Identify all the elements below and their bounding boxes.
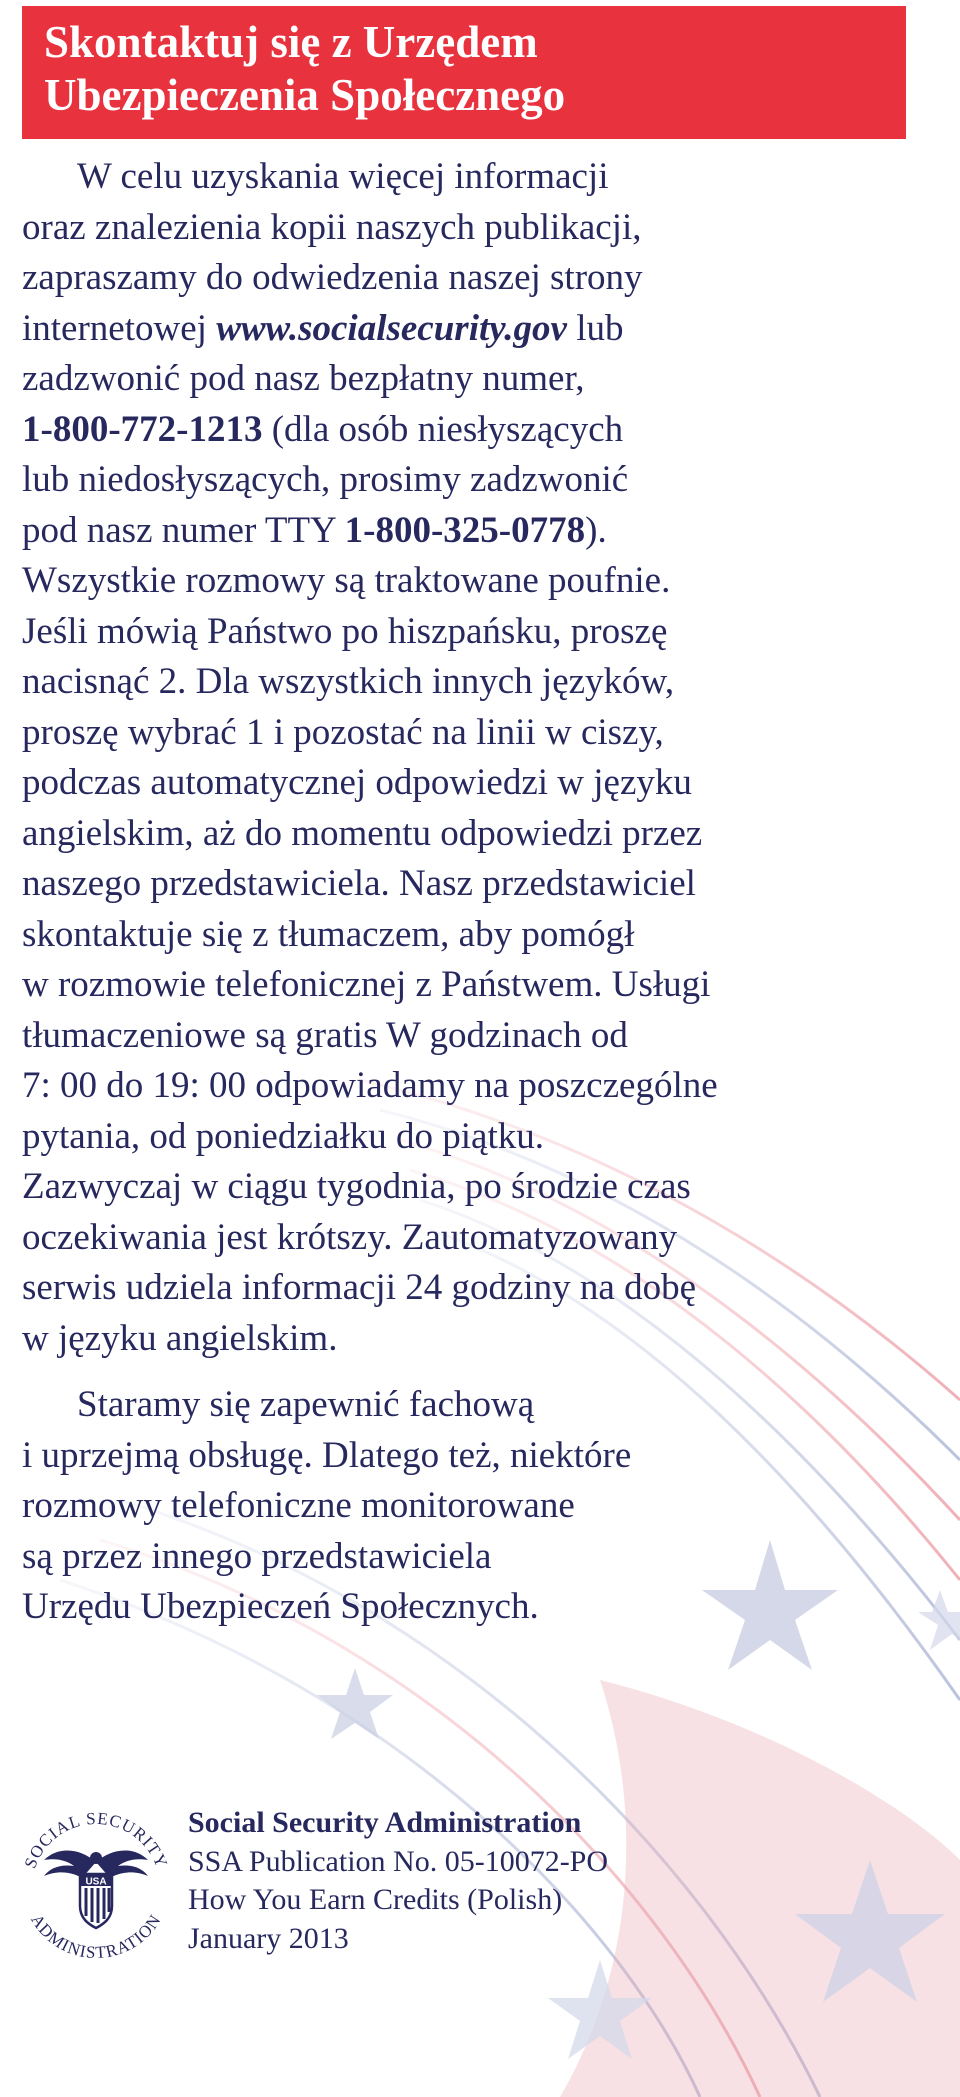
text-line (22, 960, 922, 1011)
text-run: Jeśli mówią Państwo po hiszpańsku, proszę (22, 610, 668, 652)
footer-org: Social Security Administration (188, 1806, 582, 1839)
text-line (22, 1213, 922, 1264)
text-run: nacisnąć 2. Dla wszystkich innych języków, (22, 661, 675, 702)
text-run: pod nasz numer TTY (22, 509, 345, 551)
text-run: zapraszamy do odwiedzenia naszej strony (22, 257, 643, 298)
text-line (22, 1011, 922, 1062)
text-run: w rozmowie telefonicznej z Państwem. Usługi (22, 964, 711, 1005)
text-run: skontaktuje się z tłumaczem, aby pomógł (22, 913, 635, 955)
contact-paragraph (22, 152, 922, 1364)
text-run: 7: 00 do 19: 00 odpowiadamy na poszczególne (22, 1065, 718, 1106)
text-run: pytania, od poniedziałku do piątku. (22, 1115, 544, 1157)
text-line (22, 1112, 922, 1163)
text-run: serwis udziela informacji 24 godziny na dobę (22, 1267, 697, 1308)
text-line (22, 253, 922, 304)
footer-publication-title: How You Earn Credits (Polish) (188, 1883, 563, 1916)
text-run: są przez innego przedstawiciela (22, 1535, 492, 1577)
header-banner (22, 6, 906, 139)
text-run: (dla osób niesłyszących (262, 408, 624, 450)
text-line (22, 1481, 922, 1532)
text-run: Staramy się zapewnić fachową (77, 1384, 535, 1425)
text-line (22, 758, 922, 809)
text-line (22, 708, 922, 759)
text-run: angielskim, aż do momentu odpowiedzi przez (22, 812, 703, 854)
title-line-1: Skontaktuj się z Urzędem (44, 17, 538, 67)
text-line (22, 607, 922, 658)
text-run: Wszystkie rozmowy są traktowane poufnie. (22, 560, 671, 601)
text-line (22, 304, 922, 355)
text-run: Zazwyczaj w ciągu tygodnia, po środzie czas (22, 1166, 691, 1207)
text-run: oczekiwania jest krótszy. Zautomatyzowany (22, 1216, 678, 1258)
text-run: lub niedosłyszących, prosimy zadzwonić (22, 459, 629, 500)
text-run: podczas automatycznej odpowiedzi w języku (22, 762, 692, 803)
text-line (22, 455, 922, 506)
text-line (22, 203, 922, 254)
text-line (22, 354, 922, 405)
text-line (22, 809, 922, 860)
text-line (22, 556, 922, 607)
text-line (22, 1532, 922, 1583)
text-run: rozmowy telefoniczne monitorowane (22, 1485, 575, 1526)
body-text (22, 152, 922, 1633)
text-run: i uprzejmą obsługę. Dlatego też, niektóre (22, 1434, 632, 1476)
phone-number: 1-800-772-1213 (22, 408, 263, 450)
service-paragraph (22, 1380, 922, 1633)
phone-number: 1-800-325-0778 (344, 509, 586, 551)
text-run: internetowej (22, 307, 217, 349)
text-line (22, 1314, 922, 1365)
text-run: proszę wybrać 1 i pozostać na linii w ciszy, (22, 711, 664, 753)
text-run: ). (585, 509, 607, 551)
title-line-2: Ubezpieczenia Społecznego (44, 70, 566, 120)
text-run: oraz znalezienia kopii naszych publikacji, (22, 206, 642, 248)
footer-publication-number: SSA Publication No. 05-10072-PO (188, 1844, 609, 1878)
text-run: tłumaczeniowe są gratis W godzinach od (22, 1014, 628, 1056)
seal-top-text: SOCIAL SECURITY (20, 1808, 172, 1871)
text-line (22, 1061, 922, 1112)
star-icon (918, 1590, 960, 1650)
text-run: zadzwonić pod nasz bezpłatny numer, (22, 358, 585, 399)
seal-shield-text: USA (85, 1876, 107, 1888)
text-line (22, 1162, 922, 1213)
social-security-seal-icon (14, 1800, 178, 1964)
text-line (22, 405, 922, 456)
text-line (22, 859, 922, 910)
text-line (22, 1263, 922, 1314)
footer-date: January 2013 (188, 1921, 349, 1955)
text-run: w języku angielskim. (22, 1317, 338, 1359)
text-line (22, 1582, 922, 1633)
publication-info (188, 1804, 608, 1958)
text-run: lub (566, 307, 624, 349)
text-line (22, 1431, 922, 1482)
page-title (44, 16, 565, 122)
seal-bottom-text: ADMINISTRATION (27, 1910, 165, 1963)
text-line (22, 910, 922, 961)
text-run: naszego przedstawiciela. Nasz przedstawiciel (22, 863, 696, 904)
text-line (22, 152, 922, 203)
text-run: W celu uzyskania więcej informacji (77, 156, 609, 197)
text-line (22, 1380, 922, 1431)
text-run: Urzędu Ubezpieczeń Społecznych. (22, 1586, 539, 1627)
website-link[interactable]: www.socialsecurity.gov (216, 307, 567, 349)
text-line (22, 506, 922, 557)
text-line (22, 657, 922, 708)
